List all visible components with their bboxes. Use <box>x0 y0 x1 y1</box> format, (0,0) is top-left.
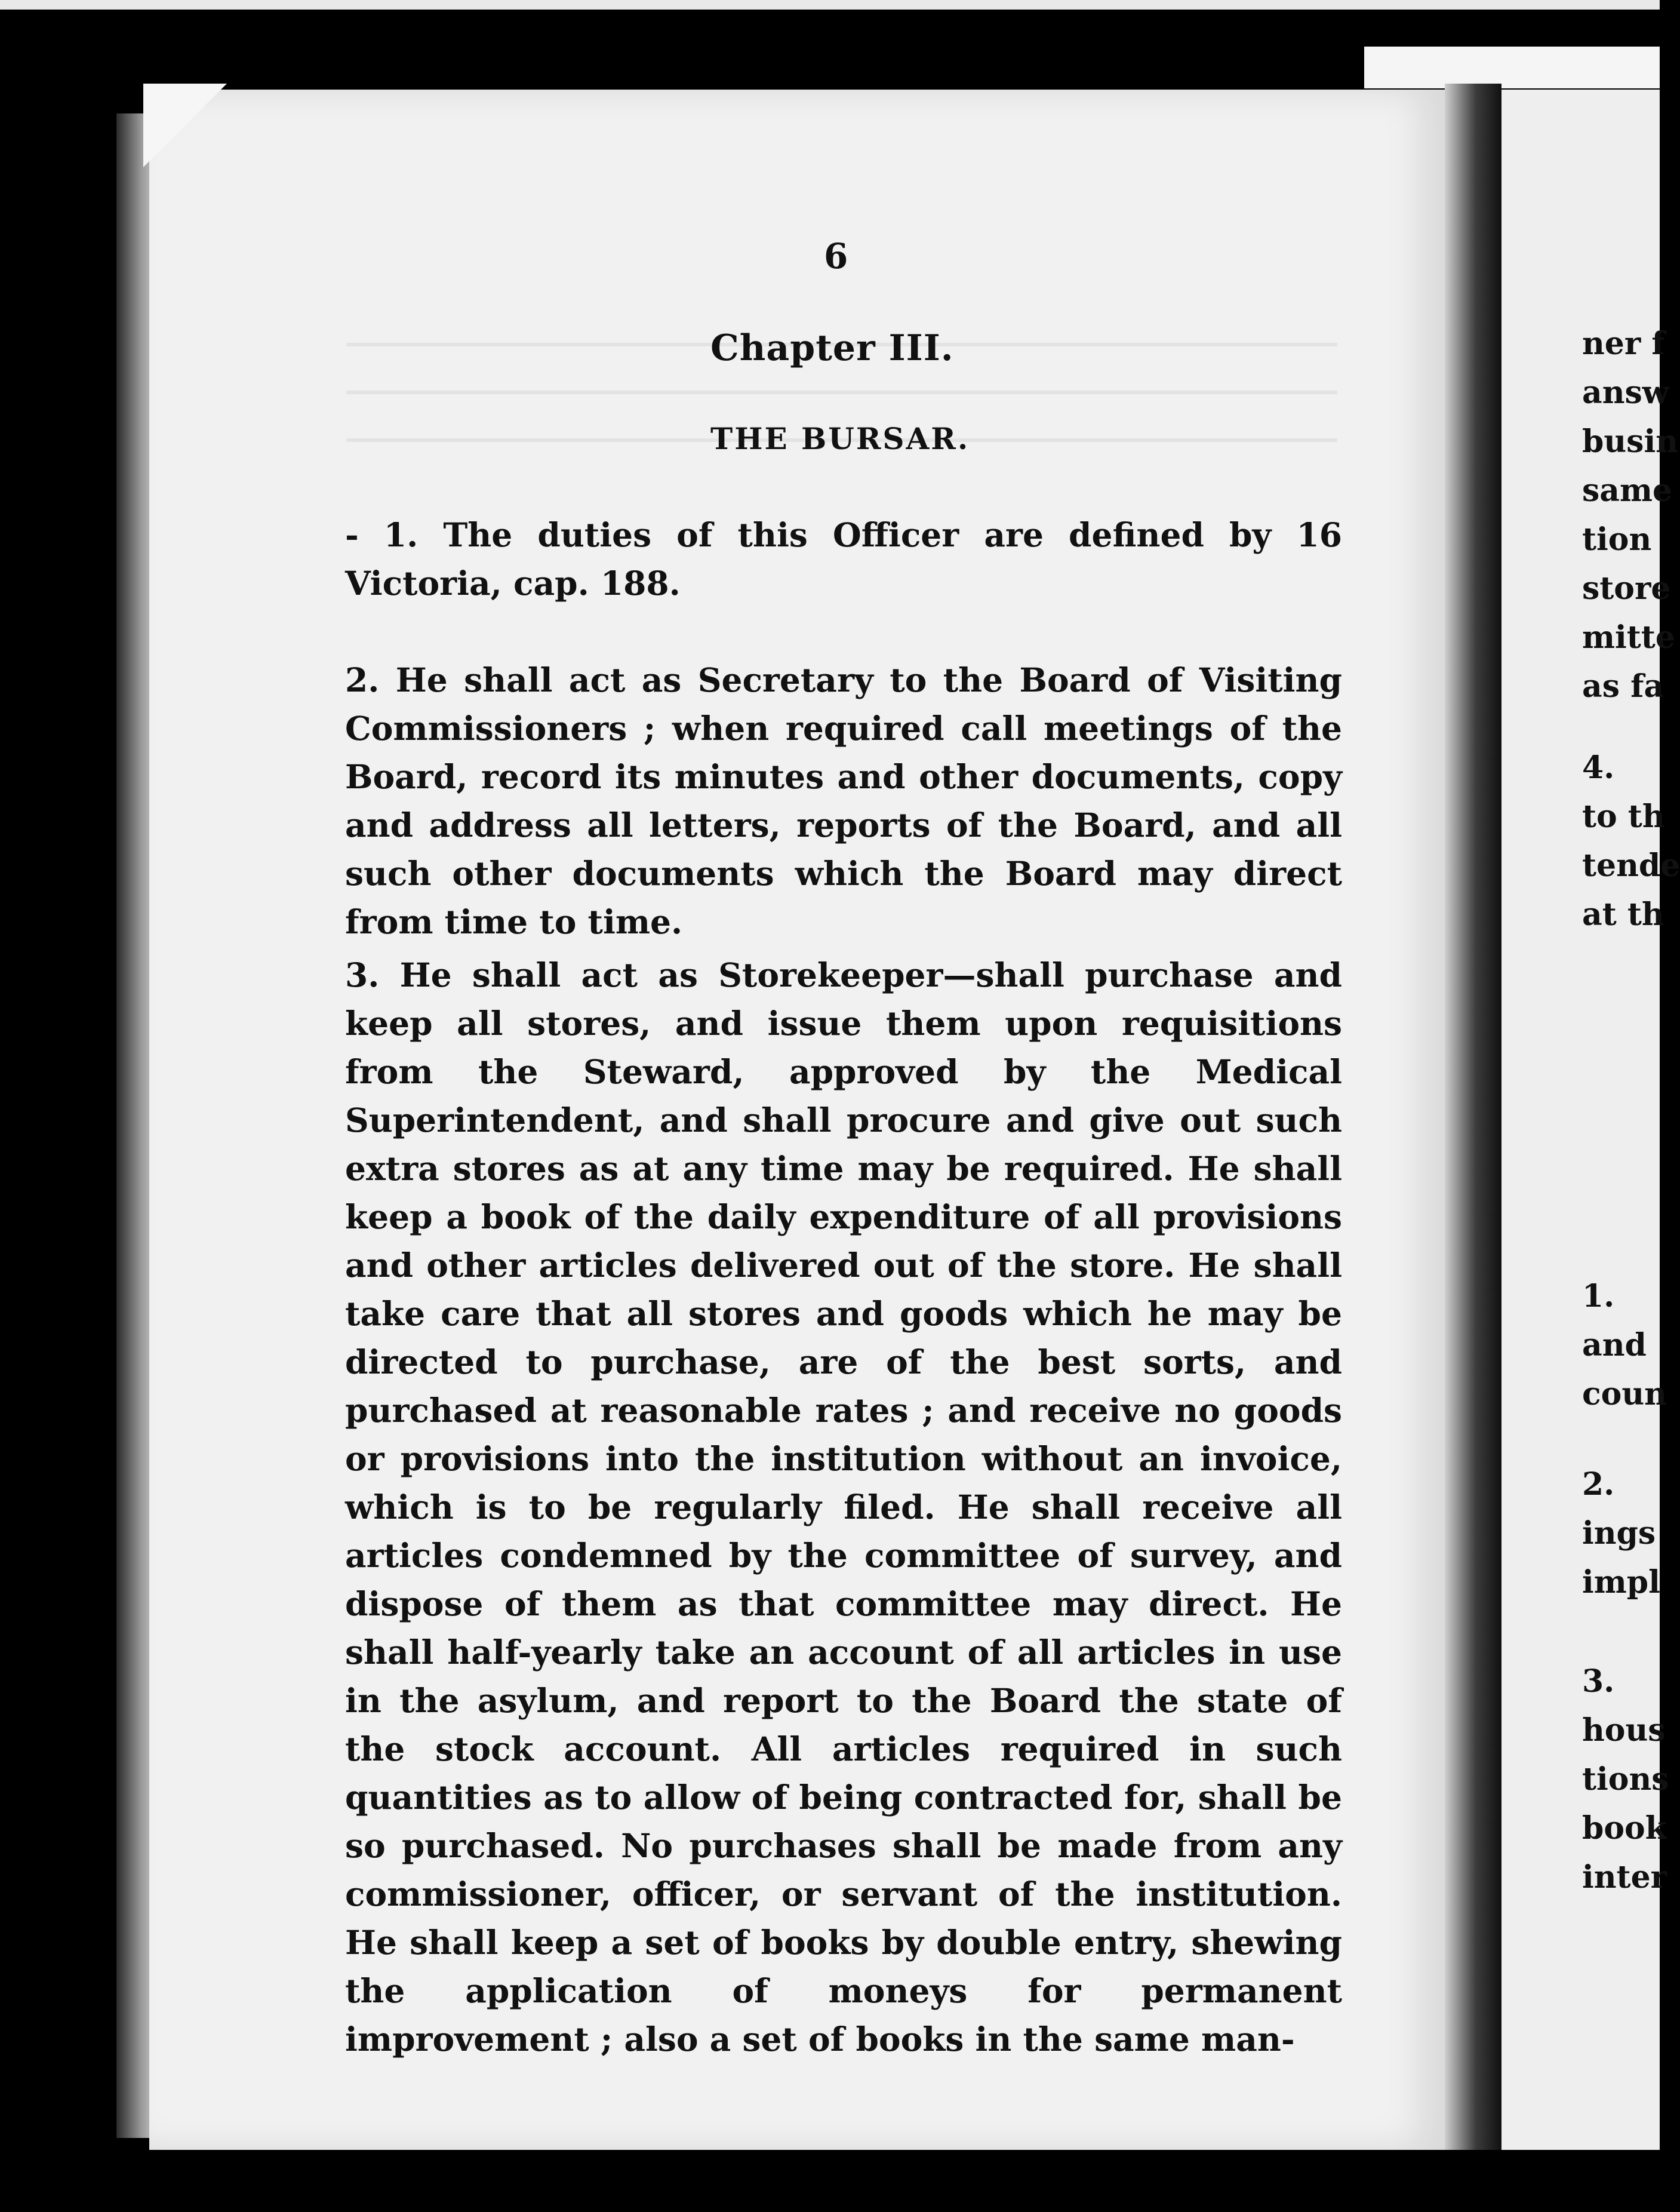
paragraph-3: 3. He shall act as Storekeeper—shall purchase and keep all stores, and issue them upon requisitions from the Steward, approved by the Medical Superintendent, and shall procure and give out such extra stores as at any time may be required. He shall keep a book of the daily expenditure of all provisions and other articles delivered out of the store. He shall take care that all stores and goods which he may be directed to purchase, are of the best sorts, and purchased at reasonable rates ; and receive no goods or provisions into the institution without an invoice, which is to be regularly filed. He shall receive all articles condemned by the committee of survey, and dispose of them as that committee may direct. He shall half-yearly take an account of all articles in use in the asylum, and report to the Board the state of the stock account. All articles required in such quantities as to allow of being contracted for, shall be so purchased. No purchases shall be made from any commissioner, officer, or servant of the institution. He shall keep a set of books by double entry, shewing the application of moneys for permanent improvement ; also a set of books in the same man- <box>345 956 1342 2059</box>
facing-page-text-e: 3. hous tions book inter <box>1582 1663 1669 1895</box>
facing-page-text-a: ner f answ busin same tion store mitte as fa <box>1582 325 1679 705</box>
facing-page-text-d: 2. ings impl <box>1582 1466 1660 1600</box>
section-title: THE BURSAR. <box>710 421 970 456</box>
book-gutter <box>1445 84 1501 2150</box>
facing-page-top-edge <box>1364 47 1660 88</box>
page-number: 6 <box>824 236 848 276</box>
facing-page-text-b: 4. to th tende at th <box>1582 749 1680 933</box>
folded-corner <box>143 84 227 167</box>
scan-top-edge <box>0 0 1660 10</box>
chapter-title: Chapter III. <box>710 327 954 369</box>
paragraph-2: 2. He shall act as Secretary to the Board of Visiting Commissioners ; when required call meetings of the Board, record its minutes and other documents, copy and address all letters, reports of the Board, and all such other documents which the Board may direct from time to time. <box>345 660 1342 941</box>
paragraph-1: - 1. The duties of this Officer are defined by 16 Victoria, cap. 188. <box>345 515 1342 603</box>
facing-page-text-c: 1. and coun <box>1582 1278 1667 1412</box>
